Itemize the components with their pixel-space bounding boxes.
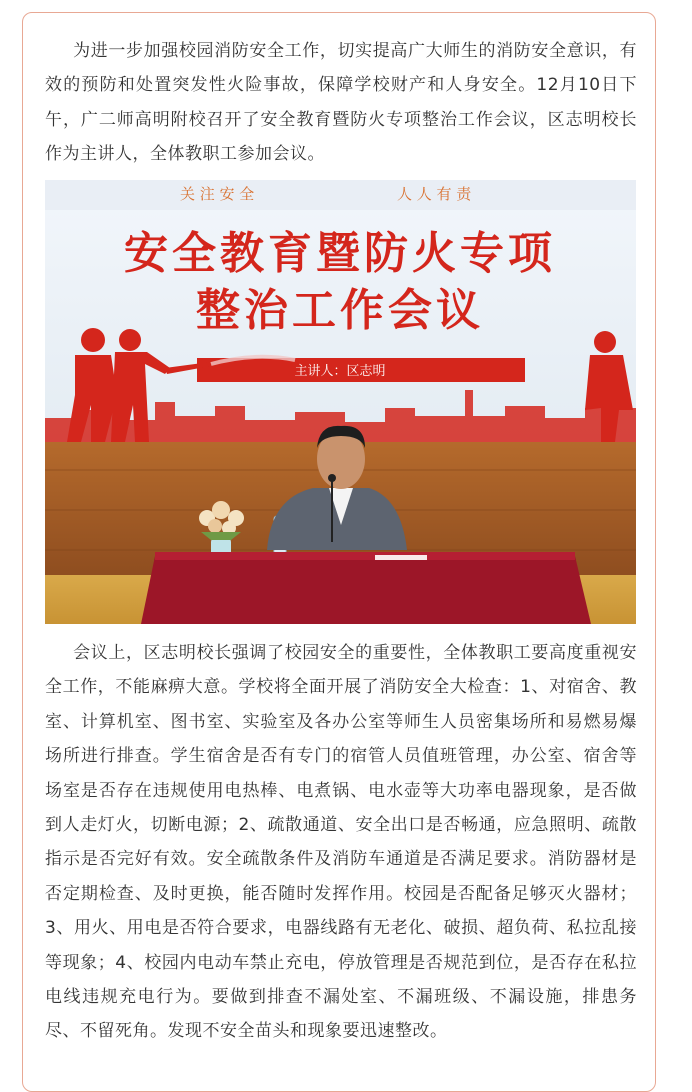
microphone-icon <box>328 474 336 482</box>
slogan-right: 人 人 有 责 <box>397 185 472 203</box>
red-table <box>141 556 591 624</box>
slogan-left: 关 注 安 全 <box>180 185 255 203</box>
paragraph-details <box>45 636 637 1049</box>
banner-title-line-1: 安全教育暨防火专项 <box>124 228 556 279</box>
paragraph-intro-text: 为进一步加强校园消防安全工作，切实提高广大师生的消防安全意识，有效的预防和处置突发性火险事故，保障学校财产和人身安全。12月10日下午，广二师高明附校召开了安全教育暨防火专项整治工作会议，区志明校长作为主讲人，全体教职工参加会议。 <box>45 41 637 165</box>
paragraph-details-text: 会议上，区志明校长强调了校园安全的重要性，全体教职工要高度重视安全工作，不能麻痹大意。学校将全面开展了消防安全大检查：1、对宿舍、教室、计算机室、图书室、实验室及各办公室等师生人员密集场所和易燃易爆场所进行排查。学生宿舍是否有专门的宿管人员值班管理，办公室、宿舍等场室是否存在违规使用电热棒、电煮锅、电水壶等大功率电器现象，是否做到人走灯火，切断电源；2、疏散通道、安全出口是否畅通，应急照明、疏散指示是否完好有效。安全疏散条件及消防车通道是否满足要求。消防器材是否定期检查、及时更换，能否随时发挥作用。校园是否配备足够灭火器材；3、用火、用电是否符合要求，电器线路有无老化、破损、超负荷、私拉乱接等现象；4、校园内电动车禁止充电，停放管理是否规范到位，是否存在私拉电线违规充电行为。要做到排查不漏处室、不漏班级、不漏设施，排患务尽、不留死角。发现不安全苗头和现象要迅速整改。 <box>45 643 637 1042</box>
meeting-photo <box>45 180 636 624</box>
papers-on-table <box>375 555 427 560</box>
banner-title-line-2: 整治工作会议 <box>196 285 484 336</box>
paragraph-intro <box>45 34 637 172</box>
speaker-label: 主讲人：区志明 <box>294 364 386 379</box>
